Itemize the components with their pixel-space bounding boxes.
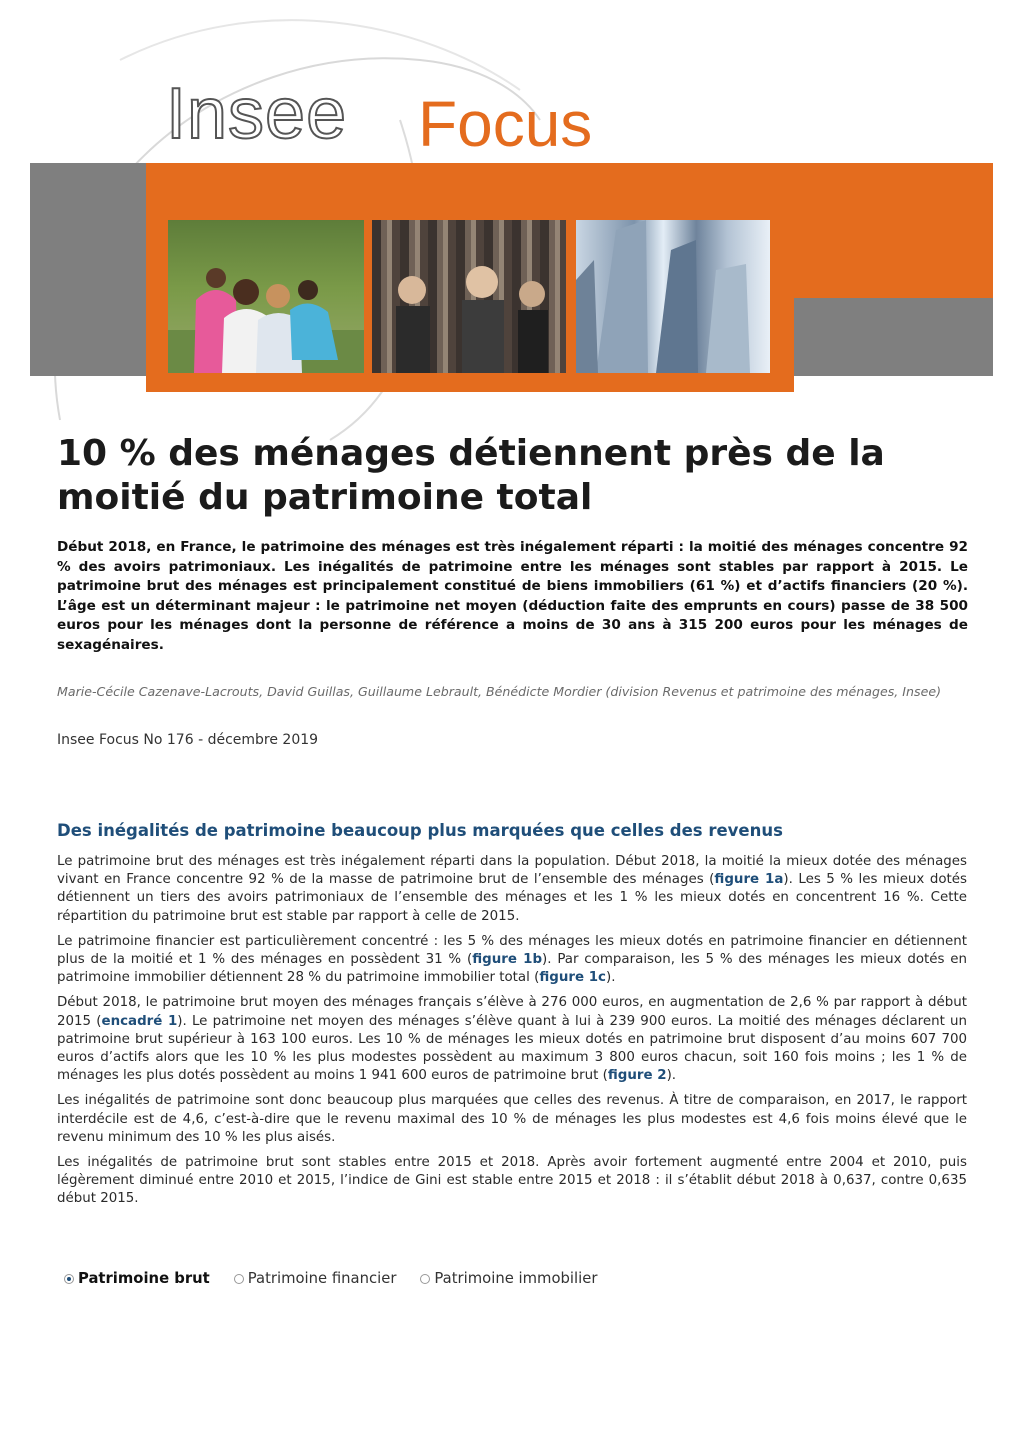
link-figure-1b[interactable]: figure 1b: [472, 952, 543, 968]
link-encadre-1[interactable]: encadré 1: [101, 1013, 178, 1029]
radio-unselected-icon: [420, 1274, 430, 1284]
radio-label: Patrimoine financier: [247, 1270, 397, 1287]
paragraph-text: ).: [666, 1068, 677, 1084]
radio-label: Patrimoine brut: [78, 1270, 210, 1287]
paragraph-4: Les inégalités de patrimoine sont donc beaucoup plus marquées que celles des revenus. À titre de comparaison, en 2017, le rapport interdécile est de 4,6, c’est-à-dire que le revenu maximal des 10 % de ménages les plus modestes est 4,6 fois moins élevé que le revenu minimum des 10 % les plus aisés.: [57, 1093, 967, 1145]
paragraph-text: ). Par comparaison, les 5 % des ménages les mieux dotés en patrimoine immobilier détiennent 28 % du patrimoine immobilier total (: [57, 952, 968, 986]
paragraph-text: ). Les 5 % les mieux dotés détiennent un tiers des avoirs patrimoniaux de l’ensemble des ménages et les 1 % les mieux dotés en concentrent 16 %. Cette répartition du patrimoine brut est stable par rapport à celle de 2015.: [57, 872, 967, 924]
section-title: Des inégalités de patrimoine beaucoup plus marquées que celles des revenus: [57, 821, 783, 840]
paragraph-text: ). Le patrimoine net moyen des ménages s’élève quant à lui à 239 900 euros. La moitié des ménages déclarent un patrimoine brut supérieur à 163 100 euros. Les 10 % de ménages les mieux dotés en patrimoine brut disposent d’au moins 607 700 euros d’actifs alors que les 10 % les plus modestes possèdent au maximum 3 800 euros chacun, soit 160 fois moins ; les 1 % de ménages les plus dotés possèdent au moins 1 941 600 euros de patrimoine brut (: [57, 1013, 967, 1084]
link-figure-1c[interactable]: figure 1c: [539, 970, 606, 986]
paragraph-2: [57, 933, 967, 988]
patrimoine-type-selector: [64, 1270, 597, 1287]
radio-patrimoine-immobilier[interactable]: [420, 1270, 597, 1287]
brand-logo-focus: Focus: [418, 88, 593, 160]
skyscrapers-photo: [576, 220, 770, 373]
radio-patrimoine-financier[interactable]: [234, 1270, 397, 1287]
brand-logo-insee: Insee: [166, 74, 348, 154]
paragraph-5: Les inégalités de patrimoine brut sont stables entre 2015 et 2018. Après avoir fortement augmenté entre 2004 et 2010, puis légèrement diminué entre 2010 et 2015, l’indice de Gini est stable entre 2015 et 2018 : il s’établit début 2018 à 0,637, contre 0,635 début 2015.: [57, 1155, 967, 1207]
article-lead: Début 2018, en France, le patrimoine des ménages est très inégalement réparti : la moitié des ménages concentre 92 % des avoirs patrimoniaux. Les inégalités de patrimoine entre les ménages sont stables par rapport à 2015. Le patrimoine brut des ménages est principalement constitué de biens immobiliers (61 %) et d’actifs financiers (20 %). L’âge est un déterminant majeur : le patrimoine net moyen (déduction faite des emprunts en cours) passe de 38 500 euros pour les ménages dont la personne de référence a moins de 30 ans à 315 200 euros pour les ménages de sexagénaires.: [57, 539, 968, 653]
paragraph-text: ).: [606, 970, 616, 986]
crowd-photo: [372, 220, 566, 373]
radio-selected-icon: [64, 1274, 74, 1284]
radio-patrimoine-brut[interactable]: [64, 1270, 210, 1287]
article-authors: Marie-Cécile Cazenave-Lacrouts, David Guillas, Guillaume Lebrault, Bénédicte Mordier (division Revenus et patrimoine des ménages, Insee): [57, 684, 941, 699]
article-headline: 10 % des ménages détiennent près de la moitié du patrimoine total: [57, 433, 885, 518]
section-body: [57, 853, 967, 1216]
paragraph-1: [57, 853, 967, 926]
radio-label: Patrimoine immobilier: [434, 1270, 598, 1287]
link-figure-2[interactable]: figure 2: [607, 1068, 667, 1084]
publication-reference: Insee Focus No 176 - décembre 2019: [57, 732, 319, 748]
link-figure-1a[interactable]: figure 1a: [714, 872, 784, 888]
paragraph-3: [57, 994, 967, 1085]
paragraph-text: Début 2018, le patrimoine brut moyen des ménages français s’élève à 276 000 euros, en augmentation de 2,6 % par rapport à début 2015 (: [57, 995, 967, 1029]
radio-unselected-icon: [234, 1274, 244, 1284]
paragraph-text: Le patrimoine brut des ménages est très inégalement réparti dans la population. Début 2018, la moitié la mieux dotée des ménages vivant en France concentre 92 % de la masse de patrimoine brut de l’ensemble des ménages (: [57, 854, 967, 888]
paragraph-text: Le patrimoine financier est particulièrement concentré : les 5 % des ménages les mieux dotés en patrimoine financier en détiennent plus de la moitié et 1 % des ménages en possèdent 31 % (: [57, 933, 967, 968]
family-photo: [168, 220, 364, 373]
